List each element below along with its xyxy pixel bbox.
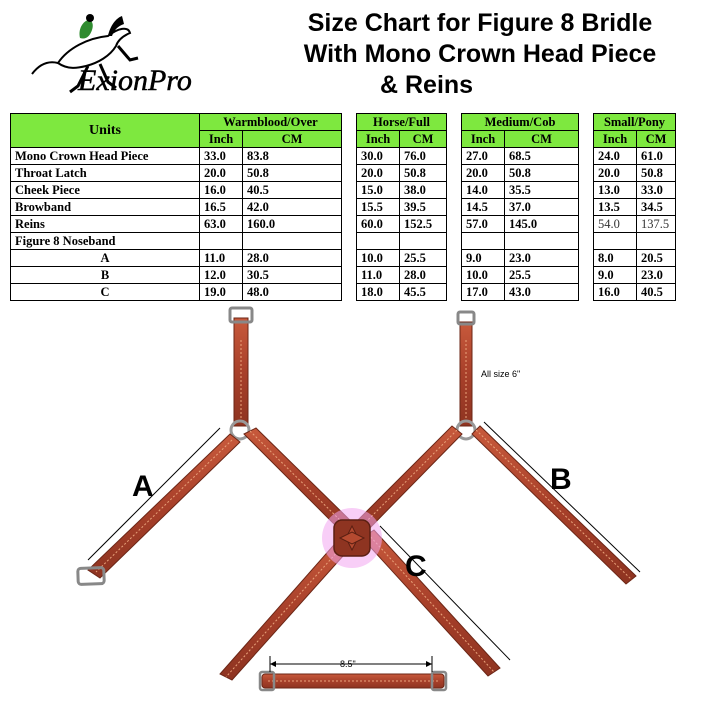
cm-header: CM — [400, 131, 447, 148]
table-row — [11, 182, 676, 199]
table-cell: 9.0 — [594, 267, 637, 284]
table-cell: 18.0 — [357, 284, 400, 301]
table-cell: 11.0 — [357, 267, 400, 284]
table-cell: 9.0 — [462, 250, 505, 267]
table-cell: 160.0 — [243, 216, 342, 233]
group-header: Horse/Full — [357, 114, 447, 131]
table-cell: 39.5 — [400, 199, 447, 216]
row-label: B — [11, 267, 200, 284]
table-cell: 19.0 — [200, 284, 243, 301]
row-label: Reins — [11, 216, 200, 233]
table-cell: 28.0 — [243, 250, 342, 267]
inch-header: Inch — [200, 131, 243, 148]
table-row — [11, 267, 676, 284]
table-cell: 23.0 — [505, 250, 579, 267]
table-group-header — [11, 114, 676, 131]
table-row — [11, 250, 676, 267]
table-cell: 20.0 — [462, 165, 505, 182]
table-cell: 28.0 — [400, 267, 447, 284]
inch-header: Inch — [462, 131, 505, 148]
table-cell: 145.0 — [505, 216, 579, 233]
table-row — [11, 284, 676, 301]
table-row — [11, 233, 676, 250]
table-row — [11, 216, 676, 233]
table-cell — [637, 233, 676, 250]
label-a: A — [132, 470, 154, 503]
table-cell: 17.0 — [462, 284, 505, 301]
right-cheek-strap — [457, 312, 475, 439]
table-cell: 42.0 — [243, 199, 342, 216]
table-row — [11, 199, 676, 216]
logo-wordmark: ExionPro — [78, 64, 192, 97]
table-cell: 38.0 — [400, 182, 447, 199]
strap-b — [472, 422, 640, 584]
table-cell: 25.5 — [505, 267, 579, 284]
table-cell: 24.0 — [594, 148, 637, 165]
cm-header: CM — [505, 131, 579, 148]
label-c: C — [405, 550, 427, 583]
title-line-2: With Mono Crown Head Piece — [303, 40, 657, 68]
table-cell: 50.8 — [400, 165, 447, 182]
title-line-1: Size Chart for Figure 8 Bridle — [307, 9, 653, 37]
table-cell: 57.0 — [462, 216, 505, 233]
inch-header: Inch — [594, 131, 637, 148]
title-line-3: & Reins — [380, 71, 474, 99]
table-cell: 27.0 — [462, 148, 505, 165]
table-cell: 10.0 — [357, 250, 400, 267]
row-label: A — [11, 250, 200, 267]
table-row — [11, 148, 676, 165]
row-label: Cheek Piece — [11, 182, 200, 199]
table-cell: 83.8 — [243, 148, 342, 165]
table-cell — [400, 233, 447, 250]
table-cell: 20.0 — [594, 165, 637, 182]
table-cell: 50.8 — [637, 165, 676, 182]
table-cell: 137.5 — [637, 216, 676, 233]
cm-header: CM — [243, 131, 342, 148]
table-cell: 40.5 — [243, 182, 342, 199]
label-b: B — [550, 463, 572, 496]
row-label: Figure 8 Noseband — [11, 233, 200, 250]
table-body — [11, 148, 676, 301]
table-cell: 16.0 — [594, 284, 637, 301]
table-cell: 45.5 — [400, 284, 447, 301]
table-cell — [200, 233, 243, 250]
group-header: Warmblood/Over — [200, 114, 342, 131]
exionpro-logo — [18, 8, 218, 108]
table-cell: 14.0 — [462, 182, 505, 199]
page-title — [250, 8, 710, 101]
table-cell: 20.0 — [357, 165, 400, 182]
size-chart-table — [10, 113, 676, 301]
table-cell: 61.0 — [637, 148, 676, 165]
table-cell: 30.0 — [357, 148, 400, 165]
note-all-size: All size 6" — [481, 369, 521, 379]
table-cell: 12.0 — [200, 267, 243, 284]
table-cell: 15.0 — [357, 182, 400, 199]
inch-header: Inch — [357, 131, 400, 148]
row-label: Browband — [11, 199, 200, 216]
table-cell: 35.5 — [505, 182, 579, 199]
table-cell — [594, 233, 637, 250]
bridle-diagram — [0, 300, 720, 720]
table-cell: 152.5 — [400, 216, 447, 233]
table-cell: 30.5 — [243, 267, 342, 284]
strap-a — [78, 428, 240, 584]
table-cell: 20.5 — [637, 250, 676, 267]
strap-c — [362, 526, 510, 676]
table-cell: 13.0 — [594, 182, 637, 199]
table-cell: 34.5 — [637, 199, 676, 216]
units-header: Units — [11, 114, 200, 148]
table-cell: 16.0 — [200, 182, 243, 199]
center-rosette — [322, 508, 382, 568]
table-cell: 54.0 — [594, 216, 637, 233]
table-cell: 10.0 — [462, 267, 505, 284]
table-cell: 40.5 — [637, 284, 676, 301]
table-cell: 15.5 — [357, 199, 400, 216]
table-cell: 68.5 — [505, 148, 579, 165]
table-cell: 33.0 — [200, 148, 243, 165]
table-cell: 14.5 — [462, 199, 505, 216]
left-cheek-strap — [230, 308, 252, 439]
table-cell — [505, 233, 579, 250]
cm-header: CM — [637, 131, 676, 148]
table-cell — [357, 233, 400, 250]
table-cell: 33.0 — [637, 182, 676, 199]
table-cell: 20.0 — [200, 165, 243, 182]
table-cell — [462, 233, 505, 250]
table-cell: 8.0 — [594, 250, 637, 267]
row-label: Mono Crown Head Piece — [11, 148, 200, 165]
table-cell: 37.0 — [505, 199, 579, 216]
table-cell: 25.5 — [400, 250, 447, 267]
table-cell: 13.5 — [594, 199, 637, 216]
table-cell: 11.0 — [200, 250, 243, 267]
table-row — [11, 165, 676, 182]
table-cell — [243, 233, 342, 250]
row-label: Throat Latch — [11, 165, 200, 182]
row-label: C — [11, 284, 200, 301]
table-cell: 60.0 — [357, 216, 400, 233]
group-header: Small/Pony — [594, 114, 676, 131]
table-cell: 50.8 — [505, 165, 579, 182]
table-cell: 50.8 — [243, 165, 342, 182]
table-cell: 16.5 — [200, 199, 243, 216]
table-cell: 23.0 — [637, 267, 676, 284]
table-cell: 43.0 — [505, 284, 579, 301]
table-cell: 63.0 — [200, 216, 243, 233]
table-cell: 48.0 — [243, 284, 342, 301]
group-header: Medium/Cob — [462, 114, 579, 131]
note-width: 8.5" — [340, 659, 356, 669]
table-cell: 76.0 — [400, 148, 447, 165]
